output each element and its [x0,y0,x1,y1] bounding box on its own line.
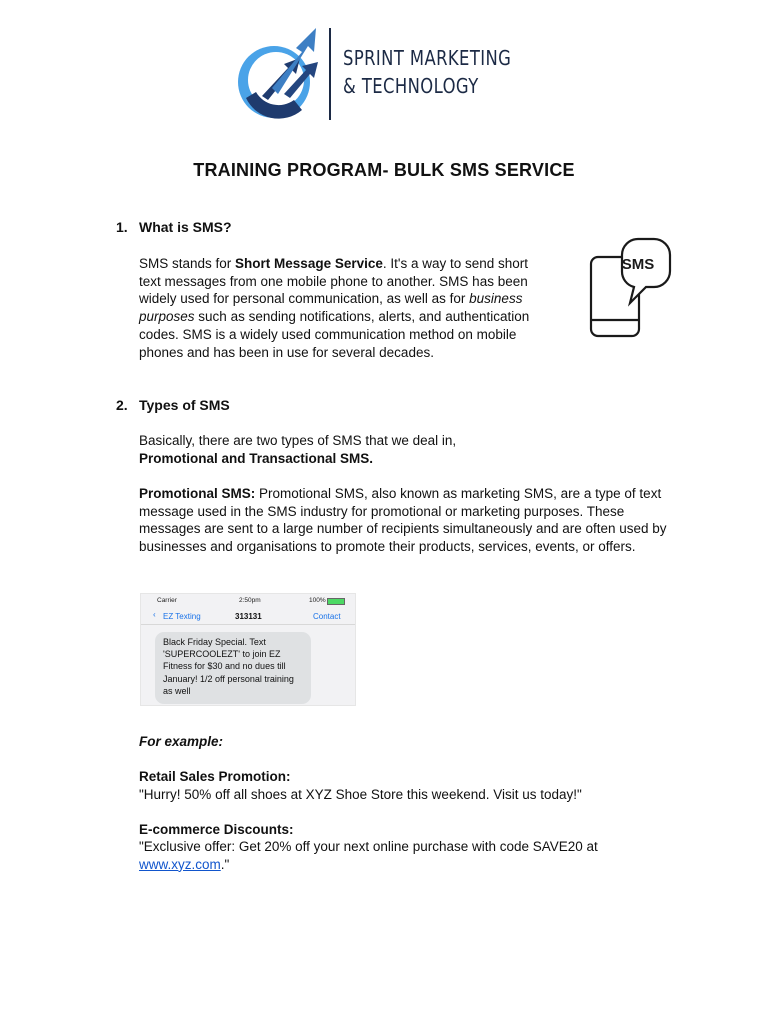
message-bubble: Black Friday Special. Text 'SUPERCOOLEZT' to join EZ Fitness for $30 and no dues till January! 1/2 off personal training as well [155,632,311,704]
ecommerce-text [139,838,669,873]
promotional-label: Promotional SMS: [139,486,256,501]
contact-label: Contact [313,612,341,621]
carrier-label: Carrier [157,597,177,604]
sms-italic-term: business purposes [139,291,523,325]
sms-text-1: SMS stands for [139,256,236,271]
promotional-text: Promotional SMS, also known as marketing SMS, are a type of text message used in the SMS industry for promotional or marketing purposes. These messages are sent to a large number of recipients simultaneously and are often used by businesses and organisations to promote their products, services, events, or offers. [139,486,667,555]
types-intro-text: Basically, there are two types of SMS that we deal in, [139,433,457,448]
phone-nav-bar [141,608,355,625]
company-logo [232,24,522,124]
ecommerce-text-end: ." [220,856,230,872]
ecommerce-text-line: "Exclusive offer: Get 20% off your next online purchase with code SAVE20 at [139,839,598,854]
logo-mark-icon [232,24,328,124]
retail-text: "Hurry! 50% off all shoes at XYZ Shoe Store this weekend. Visit us today!" [139,787,582,802]
logo-text-line1: SPRINT MARKETING [343,46,512,70]
sms-text-2: . It's a way to send short text messages from one mobile phone to another. SMS has been widely used for personal communication, as well as for [139,256,529,307]
sms-text-3: such as sending notifications, alerts, and authentication codes. SMS is a widely used communication method on mobile phones and has been in use for several decades. [139,309,530,360]
promotional-sms-paragraph [139,485,669,556]
section-1-number: 1. [116,219,128,235]
section-2-number: 2. [116,397,128,413]
section-1-paragraph [139,255,553,361]
logo-text-line2: & TECHNOLOGY [343,74,479,98]
sender-number: 313131 [235,612,262,621]
sms-bold-term: Short Message Service [235,256,383,271]
for-example-label: For example: [139,734,224,749]
sms-icon-label: SMS [621,256,655,273]
document-title: TRAINING PROGRAM- BULK SMS SERVICE [193,160,575,180]
retail-heading: Retail Sales Promotion: [139,769,291,784]
types-intro-bold: Promotional and Transactional SMS. [139,450,374,466]
types-intro [139,432,669,467]
battery-icon [327,598,345,605]
back-label: EZ Texting [163,612,201,621]
sms-example-screenshot [140,593,356,706]
ecommerce-heading: E-commerce Discounts: [139,822,294,837]
time-label: 2:50pm [239,597,261,604]
sms-phone-icon [588,237,672,339]
section-1-heading: What is SMS? [139,219,232,235]
phone-status-bar [141,594,355,608]
xyz-website-link[interactable]: www.xyz.com [139,856,221,872]
back-chevron-icon: ‹ [153,610,156,619]
logo-divider [329,28,331,120]
battery-label: 100% [309,597,326,604]
section-2-heading: Types of SMS [139,397,230,413]
